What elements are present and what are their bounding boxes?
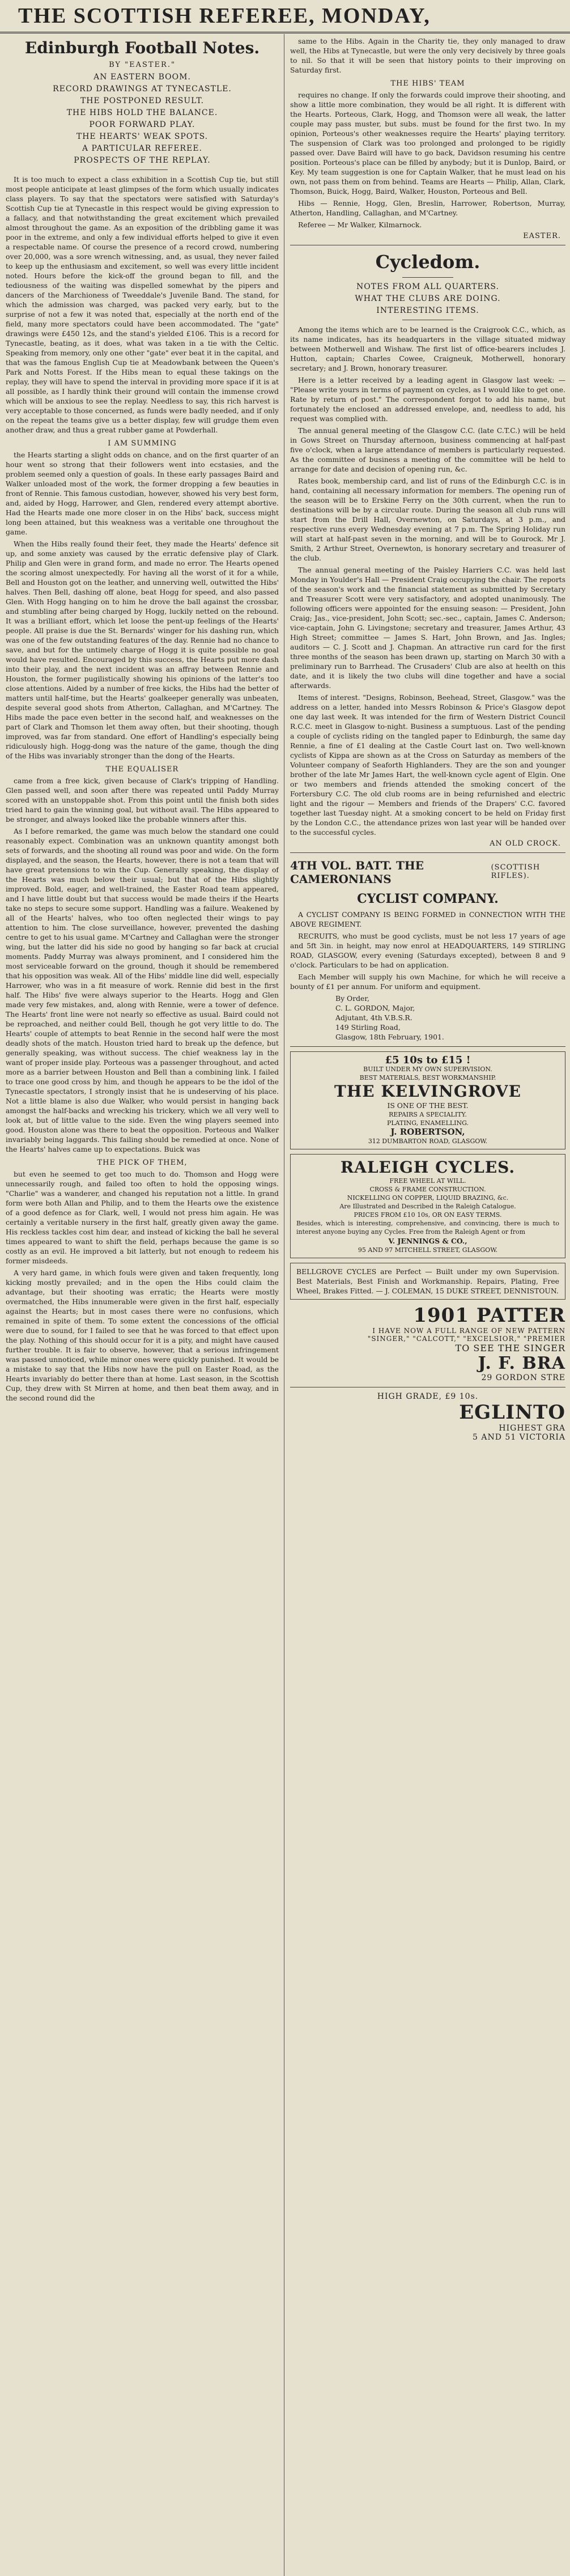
paragraph: RECRUITS, who must be good cyclists, must be not less 17 years of age and 5ft 3in. in height, may now enrol at HEADQUARTERS, 149 STIRLING ROAD, GLASGOW, every evening (Saturdays excepted), between 8 and 9 o'clock. Particulars to be had on application.: [290, 932, 565, 969]
right-column: [290, 36, 565, 2570]
raleigh-line: NICKELLING ON COPPER, LIQUID BRAZING, &c.: [347, 1194, 509, 1202]
raleigh-agent-address: 95 AND 97 MITCHELL STREET, GLASGOW.: [358, 1246, 498, 1254]
subhead: THE HEARTS' WEAK SPOTS.: [76, 132, 209, 141]
section-subhead: THE PICK OF THEM,: [97, 1158, 188, 1167]
subhead: THE POSTPONED RESULT.: [80, 96, 205, 105]
paragraph: The annual general meeting of the Paisley Harriers C.C. was held last Monday in Youlder's Hall — President Craig occupying the chair. The reports of the season's work and the financial statement as submitted by Secretary and Treasurer Scott were very satisfactory, and adopted unanimously. The following officers were appointed for the ensuing season: — President, John Craig; Jas., vice-president, John Scott; sec.-sec., captain, James C. Anderson; vice-captain, John G. Livingstone; secretary and treasurer, James Arthur, 43 High Street; committee — James S. Hart, John Brown, and Jas. Ingles; auditors — C. J. Scott and J. Chapman. An attractive run card for the first three months of the season has been drawn up, starting on March 30 with a preliminary run to Barrhead. The Crusaders' Club are also at heelth on this date, and it is likely the two clubs will dine together and have a social afterwards.: [290, 566, 565, 690]
paragraph: requires no change. If only the forwards could improve their shooting, and show a little more combination, they would be all right. It is different with the Hearts. Porteous, Clark, Hogg, and Thomson were all weak, the latter couple may pass muster, but subs. must be found for the first two. In my opinion, Porteous's other weaknesses require the Hearts' playing territory. The suspension of Clark was too prolonged and prolonged to be rigidly passed over. Dave Baird will have to go back, Davidson resuming his centre position. Porteous's place can be filled by anybody; but it is Dunlop, Baird, or Key. My team suggestion is one for Captain Walker, that he must lead on his own, not pass them on from behind. Teams are Hearts — Philip, Allan, Clark, Thomson, Buick, Hogg, Baird, Walker, Houston, Porteous and Bell.: [290, 91, 565, 196]
subhead: A PARTICULAR REFEREE.: [82, 144, 202, 153]
paragraph: Here is a letter received by a leading agent in Glasgow last week: — "Please write yours in terms of payment on cycles, as I would like to get one. Rate by return of post." The correspondent forgot to add his name, but fortunately the enclosed an addressed envelope, and, needless to add, his request was complied with.: [290, 376, 565, 423]
raleigh-agent: V. JENNINGS & CO.,: [388, 1237, 467, 1245]
order-address: 149 Stirling Road,: [335, 1023, 401, 1032]
eglinton-title: EGLINTO: [459, 1401, 565, 1424]
subhead: PROSPECTS OF THE REPLAY.: [74, 156, 211, 165]
eglinton-tag: HIGHEST GRA: [499, 1424, 565, 1433]
section-subhead: THE EQUALISER: [105, 765, 179, 774]
cameronians-heading: [290, 859, 565, 886]
paragraph: same to the Hibs. Again in the Charity tie, they only managed to draw well, the Hibs at Tynecastle, but were the only very decisively by three goals to nil. So that it will be seen that history points to their improving on Saturday first.: [290, 37, 565, 74]
divider: [290, 1046, 565, 1047]
kelvingrove-title: THE KELVINGROVE: [334, 1082, 521, 1101]
raleigh-ad: [290, 1154, 565, 1258]
eglinton-line: HIGH GRADE, £9 10s.: [377, 1392, 479, 1401]
paragraph: Rates book, membership card, and list of runs of the Edinburgh C.C. is in hand, containing all necessary information for members. The opening run of the season will be to Erskine Ferry on the 30th current, when the run to destinations will be by a circular route. During the season all club runs will start from the Drill Hall, Overnewton, on Saturdays, at 3 p.m., and respective runs every Wednesday evening at 7 p.m. The Spring Holiday run will start at half-past seven in the morning, and will be to Gourock. Mr J. Smith, 2 Arthur Street, Overnewton, is honorary secretary and treasurer of the club.: [290, 477, 565, 562]
pattern-line: "SINGER," "CALCOTT," "EXCELSIOR," "PREMIER: [367, 1335, 565, 1343]
paragraph: Hibs — Rennie, Hogg, Glen, Breslin, Harrower, Robertson, Murray, Atherton, Handling, Callaghan, and M'Cartney.: [290, 199, 565, 217]
pattern-line: I HAVE NOW A FULL RANGE OF NEW PATTERN: [372, 1327, 565, 1335]
built-line: BUILT UNDER MY OWN SUPERVISION.: [363, 1066, 492, 1073]
order-date: Glasgow, 18th February, 1901.: [335, 1033, 444, 1041]
raleigh-line: PRICES FROM £10 10s, OR ON EASY TERMS.: [354, 1211, 502, 1219]
guaranteed-line: BEST MATERIALS, BEST WORKMANSHIP.: [359, 1074, 496, 1081]
subhead: RECORD DRAWINGS AT TYNECASTLE.: [53, 84, 232, 94]
bellgrove-text: BELLGROVE CYCLES are Perfect — Built under my own Supervision. Best Materials, Best Finish and Workmanship. Repairs, Plating, Free Wheel, Brakes Fitted. — J. COLEMAN, 15 DUKE STREET, DENNISTOUN.: [296, 1267, 559, 1295]
raleigh-line: Besides, which is interesting, comprehensive, and convincing, there is much to interest anyone buying any Cycles. Free from the Raleigh Agent or from: [296, 1220, 559, 1236]
paragraph: but even he seemed to get too much to do. Thomson and Hogg were unnecessarily rough, and failed too often to hold the opposing wings. "Charlie" was a wanderer, and changed his reputation not a little. In grand form were both Allan and Philip, and to them the Hearts owe the existence of a good defence as for Clark, well, I would not press him again. He was certainly a veritable nursery in the first half, greatly given away the game. His reckless tackles cost him dear, and instead of kicking the ball he several times appeared to want to shift the field, perhaps because the game is so costly as an evil. He improved a bit latterly, but not enough to redeem his former misdeeds.: [6, 1170, 279, 1265]
order-by: By Order,: [335, 994, 369, 1003]
cycledom-title: Cycledom.: [375, 251, 480, 273]
order-name: C. L. GORDON, Major,: [335, 1004, 415, 1012]
paragraph: A CYCLIST COMPANY IS BEING FORMED in CONNECTION WITH THE ABOVE REGIMENT.: [290, 910, 565, 928]
pattern-address: 29 GORDON STRE: [481, 1373, 565, 1382]
article-byline: BY "EASTER.": [109, 61, 176, 69]
masthead: [0, 0, 570, 33]
bellgrove-ad: [290, 1263, 565, 1300]
raleigh-line: FREE WHEEL AT WILL.: [389, 1177, 466, 1185]
article-author: EASTER.: [523, 232, 561, 240]
pattern-year: 1901 PATTER: [413, 1304, 565, 1327]
pattern-name: J. F. BRA: [478, 1353, 565, 1373]
subhead: INTERESTING ITEMS.: [376, 306, 479, 315]
paragraph: As I before remarked, the game was much below the standard one could reasonably expect. Combination was an unknown quantity amongst both sets of forwards, and the shooting all round was poor and wide. On the form displayed, and the season, the Hearts, however, there is not a team that will have great pretensions to win the Cup. Generally speaking, the display of the Hearts was much below their usual; but that of the Hibs slightly improved. Bold, eager, and well-trained, the Easter Road team appeared, and I have little doubt but that success would be made theirs if the Hearts take no steps to secure some support. Handling was a failure. Weakened by all of the Hearts' halves, who too often neglected their wings to pay attention to him. The close surveillance, however, prevented the dashing centre to get to his usual game. M'Cartney and Callaghan were the stronger wing, but the latter did his side no good by hanging so far back at crucial moments. Paddy Murray was always prominent, and I considered him the most serviceable forward on the ground, though it should be remembered that his opposition was weak. All of the Hibs' middle line did well, especially Harrower, who was in a fit measure of work. Rennie did best in the first half. The Hibs' five were always superior to the Hearts. Hogg and Glen made very few mistakes, and, along with Rennie, were a tower of defence. The Hearts' front line were not nearly so effective as usual. Baird could not be reproached, and neither could Bell, though he got very little to do. The Hearts' couple of attempts to beat Rennie in the second half were the most deadly shots of the match. Houston tried hard to break up the defence, but generally speaking, was without success. The chief weakness lay in the want of proper inside play. Porteous was a passenger throughout, and acted more as a barrier between Houston and Bell than a combining link. I failed to trace one good cross by him, and though he appears to be the idol of the Tynecastle spectators, I strongly insist that he is undeserving of his place. Not a little blame is also due Walker, who would persist in hanging back amongst the half-backs and wrecking his trickery, which we all very well to look at, but of little value to the side. Even the wing players seemed into good. Houston alone was there to beat the opposition. Porteous and Walker invariably being laggards. This failing should be remedied at once. None of the Hearts' halves came up to expectations. Buick was: [6, 827, 279, 1153]
paragraph: A very hard game, in which fouls were given and taken frequently, long kicking mostly prevailed; and in the open the Hibs could claim the advantage, but their shooting was erratic; the Hearts were mostly overmatched, the Hibs innumerable were given in the first half, especially against the Hearts; but in most cases there were no confusions, which remained in spite of them. To some extent the concessions of the official were due to sound, for I failed to see that he was forced to that effect upon the play. Nothing of this should occur for it is a pity, and might have caused further trouble. It is fair to observe, however, that a serious infringement was passed unnoticed, while minor ones were quickly punished. It would be a mistake to say that the Hibs now have the pull on Easter Road, as the Hearts invariably do better there than at home. Last season, in the Scottish Cup, they drew with St Mirren at home, and then beat them away, and in the second round did the: [6, 1268, 279, 1402]
subhead: POOR FORWARD PLAY.: [89, 120, 195, 129]
subhead: AN EASTERN BOOM.: [93, 73, 191, 82]
kelvingrove-line: PLATING, ENAMELLING.: [386, 1119, 469, 1127]
subhead: THE HIBS HOLD THE BALANCE.: [66, 108, 218, 117]
paragraph: It is too much to expect a class exhibition in a Scottish Cup tie, but still most people anticipate at least glimpses of the form which usually indicates class players. To say that the spectators were satisfied with Saturday's Scottish Cup tie at Tynecastle in this respect would be giving expression to a fallacy, and that notwithstanding the great excitement which prevailed almost throughout the game. As an exposition of the dribbling game it was poor in the extreme, and only a few individual efforts helped to give it even a respectable name. Of course the presence of a record crowd, numbering over 20,000, was a sore wrench witnessing, and, as usual, they never failed to keep up the enthusiasm and excitement, so well was every little incident noted. Hours before the kick-off the ground began to fill, and the tediousness of the waiting was dispelled somewhat by the pipers and dancers of the Marchioness of Tweeddale's Juvenile Band. The stand, for which the admission was charged, was packed very early, but to the surprise of not a few it was noted that, especially at the north end of the field, many more spectators could have been accommodated. The "gate" drawings were £450 12s, and the stand's yielded £106. This is a record for Tynecastle, beating, as it does, what was taken in a tie with the Celtic. Speaking from memory, only one other "gate" ever beat it in the capital, and that was the famous English Cup tie at Meadowbank between the Queen's Park and Notts Forest. If the Hibs mean to equal these takings on the replay, they will have to spend the interval in providing more space if it is at all possible, as I hardly think their ground will contain the immense crowd which will be anxious to see the replay. Needless to say, this rich harvest is very acceptable to those concerned, as funds were badly needed, and if only on the repeat the teams give us a better display, few will grudge them even another draw, and thus a great rubber game at Powderhall.: [6, 175, 279, 434]
article-headline: Edinburgh Football Notes.: [24, 39, 260, 57]
subhead: WHAT THE CLUBS ARE DOING.: [355, 294, 501, 303]
cameronians-heading-sub: (SCOTTISH RIFLES).: [491, 863, 541, 880]
price-line: £5 10s to £15 !: [385, 1054, 471, 1066]
kelvingrove-line: REPAIRS A SPECIALITY.: [389, 1111, 467, 1118]
kelvingrove-address: 312 DUMBARTON ROAD, GLASGOW.: [368, 1138, 488, 1145]
order-signature: [290, 994, 565, 1042]
divider: [117, 169, 168, 170]
subhead: NOTES FROM ALL QUARTERS.: [356, 282, 499, 291]
article-author: AN OLD CROCK.: [490, 839, 561, 848]
kelvingrove-name: J. ROBERTSON,: [390, 1127, 465, 1137]
kelvingrove-tag: IS ONE OF THE BEST.: [387, 1101, 469, 1110]
kelvingrove-ad: [290, 1051, 565, 1149]
left-column: [6, 36, 279, 2570]
section-subhead: THE HIBS' TEAM: [390, 79, 465, 88]
pattern-ad: [290, 1304, 565, 1382]
raleigh-line: Are Illustrated and Described in the Raleigh Catalogue.: [339, 1203, 516, 1210]
cyclist-company-title: CYCLIST COMPANY.: [357, 892, 499, 906]
eglinton-address: 5 AND 51 VICTORIA: [472, 1433, 565, 1442]
raleigh-title: RALEIGH CYCLES.: [340, 1158, 516, 1177]
pattern-line: TO SEE THE SINGER: [455, 1343, 565, 1353]
paragraph: Among the items which are to be learned is the Craigrook C.C., which, as its name indicates, has its headquarters in the village situated midway between Motherwell and Wishaw. The first list of office-bearers includes J. Hutton, captain; Charles Cowee, Craigneuk, Motherwell, honorary secretary; and J. Brown, honorary treasurer.: [290, 325, 565, 372]
paragraph: came from a free kick, given because of Clark's tripping of Handling. Glen passed well, and soon after there was repeated until Paddy Murray scored with an unstoppable shot. From this point until the finish both sides tried hard to gain the winning goal, but without avail. The Hibs appeared to be stronger, and always looked like the probable winners after this.: [6, 776, 279, 824]
divider: [290, 852, 565, 853]
divider: [402, 277, 453, 278]
cameronians-heading-main: 4TH VOL. BATT. THE CAMERONIANS: [290, 859, 424, 886]
masthead-title: THE SCOTTISH REFEREE, MONDAY,: [18, 4, 431, 28]
raleigh-line: CROSS & FRAME CONSTRUCTION.: [369, 1186, 486, 1193]
eglinton-ad: [290, 1392, 565, 1442]
paragraph: Referee — Mr Walker, Kilmarnock.: [298, 220, 422, 229]
section-subhead: I AM SUMMING: [108, 439, 177, 448]
paragraph: the Hearts starting a slight odds on chance, and on the first quarter of an hour went so strong that their followers went into ecstasies, and the problem seemed only a question of goals. In these early passages Baird and Walker unloaded most of the work, the former dropping a few beauties in front of Rennie. This famous custodian, however, showed his very best form, and, aided by Hogg, Harrower, and Glen, rendered every attempt abortive. Had the Hearts made one more closer in on the Hibs' back, success might long been attained, but this weakness was a veritable one throughout the game.: [6, 451, 279, 536]
order-role: Adjutant, 4th V.B.S.R.: [335, 1013, 412, 1022]
paragraph: Items of interest. "Designs, Robinson, Beehead, Street, Glasgow." was the address on a letter, handed into Messrs Robinson & Price's Glasgow depot one day last week. It was intended for the firm of Western District Council R.C.C. meet in Glasgow to-night. Business a sumptuous. Last of the pending a couple of cyclists riding on the tangled paper to Edinburgh, the same day Rennie, a fine of £1 dealing at the Castle Court last on. Two well-known cyclists of Kippa are shown as at the Cross on Saturday as members of the Volunteer company of Seaforth Highlanders. They are the son and younger brother of the late Mr James Hart, the well-known cycle agent of Elgin. One or two members and friends attended the smoking concert of the Fortersbury C.C. The old club rooms are in being refurnished and electric light and the rigour — Members and friends of the Drapers' C.C. favored together last Tuesday night. At a smoking concert to be held on Friday first by the London C.C., the attendance prizes won last year will be handed over to the successful cycles.: [290, 693, 565, 837]
paragraph: The annual general meeting of the Glasgow C.C. (late C.T.C.) will be held in Gows Street on Thursday afternoon, business commencing at half-past five o'clock, when a large attendance of members is particularly requested. As the committee of business a meeting of the committee will be held to arrange for date and decision of opening run, &c.: [290, 426, 565, 473]
paragraph: When the Hibs really found their feet, they made the Hearts' defence sit up, and some anxiety was caused by the erratic defensive play of Clark. Philip and Glen were in grand form, and made no error. The Hearts opened the scoring almost unexpectedly. For having all the worst of it for a while, Bell and Houston got on the leather, and unnerving well, outwitted the Hibs' halves. Then Bell, dashing off alone, beat Hogg for speed, and also passed Glen. With Hogg hanging on to him he drove the ball against the crossbar, and stumbling after being charged by Hogg, luckily netted on the rebound. It was a brilliant effort, which let loose the pent-up feelings of the Hearts' people. All praise is due the St. Bernards' winger for his dashing run, which was one of the few outstanding features of the day. Rennie had no chance to save, and but for the untimely charge of Hogg it is quite possible no goal would have resulted. Encouraged by this success, the Hearts put more dash into their play, and the next incident was an affray between Rennie and Houston, the former pugilistically showing his opinions of the latter's too close attentions. Aided by a number of free kicks, the Hibs had the better of matters until half-time, but the Hearts' goalkeeper generally was unbeaten, despite several good shots from Atherton, Callaghan, and M'Cartney. The Hibs made the pace even better in the second half, and weaknesses on the part of Clark and Thomson let them away often, but their shooting, though improved, was far from standard. One effort of Handling's especially being ridiculously high. Hogg-dong was the nature of the game, though the ding of the Hibs was invariably stronger than the dong of the Hearts.: [6, 540, 279, 760]
paragraph: Each Member will supply his own Machine, for which he will receive a bounty of £1 per annum. For uniform and equipment.: [290, 973, 565, 991]
